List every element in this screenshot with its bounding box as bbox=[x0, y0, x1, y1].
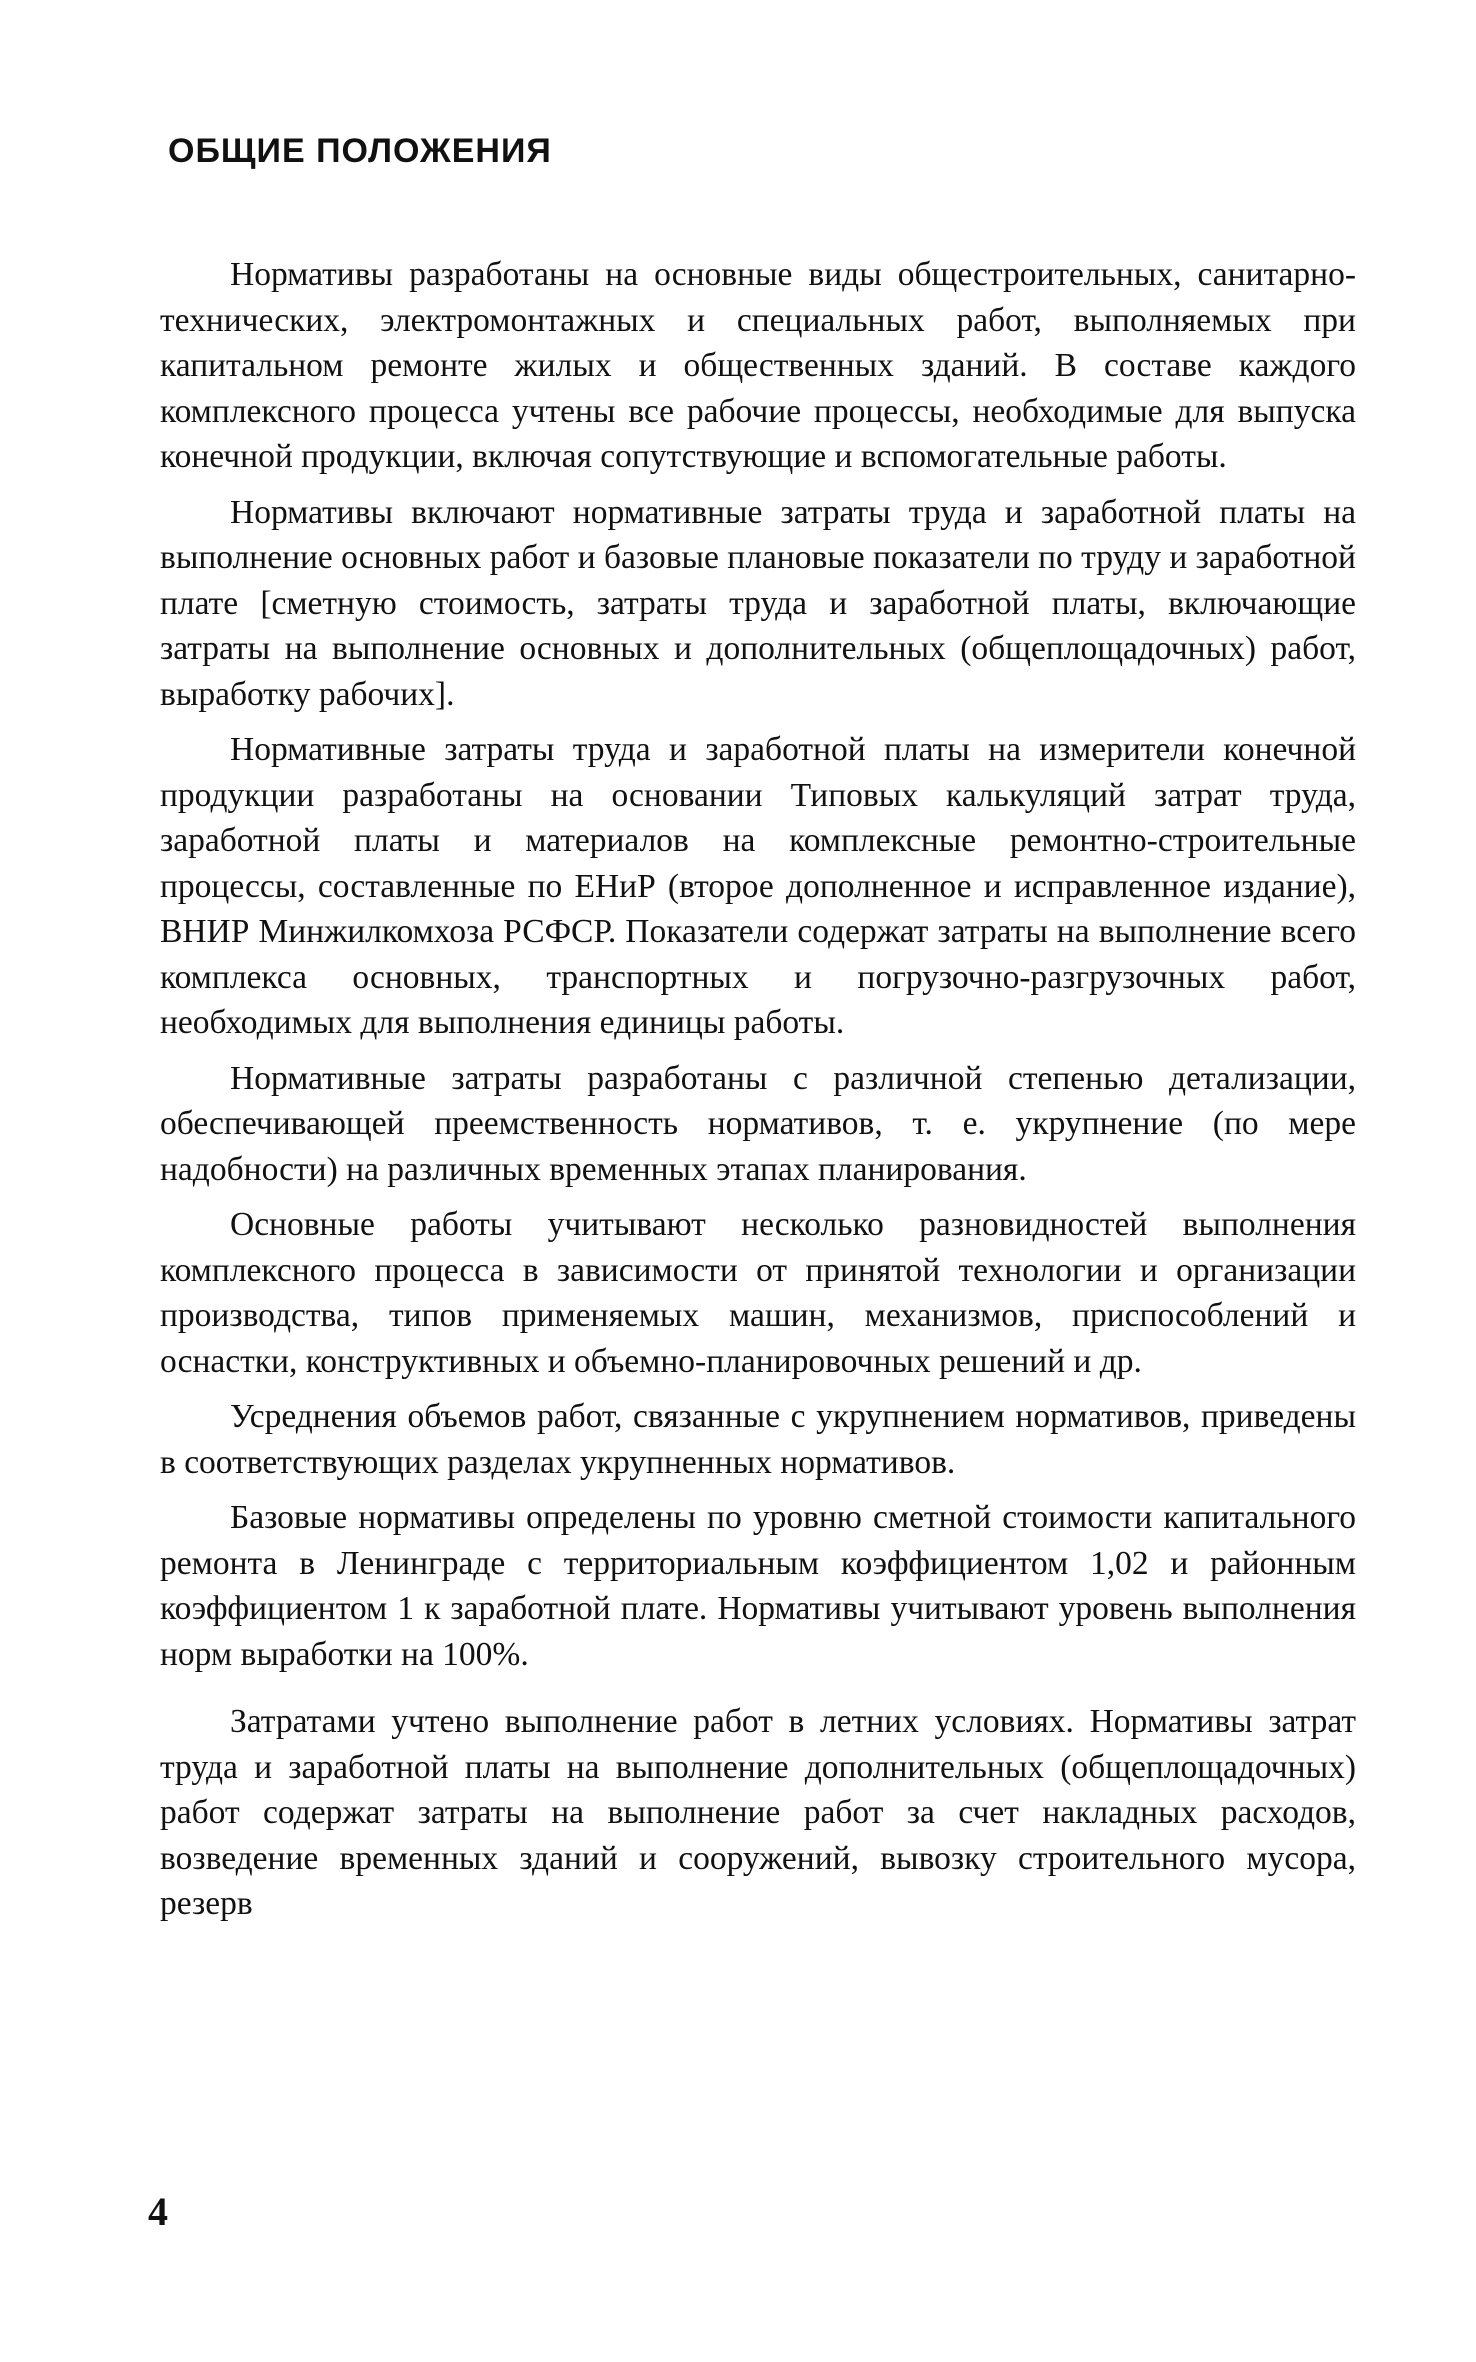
body-text bbox=[160, 252, 1356, 1937]
page-number: 4 bbox=[148, 2189, 168, 2234]
paragraph-6: Усреднения объемов работ, связанные с укрупнением нормативов, приведены в соответствующих разделах укрупненных нормативов. bbox=[160, 1398, 1356, 1481]
paragraph-5: Основные работы учитывают несколько разновидностей выполнения комплексного процесса в зависимости от принятой технологии и организации производства, типов применяемых машин, механизмов, приспособлений и оснастки, конструктивных и объемно-планировочных решений и др. bbox=[160, 1206, 1356, 1380]
paragraph-8: Затратами учтено выполнение работ в летних условиях. Нормативы затрат труда и заработной платы на выполнение дополнительных (общеплощадочных) работ содержат затраты на выполнение работ за счет накладных расходов, возведение временных зданий и сооружений, вывозку строительного мусора, резерв bbox=[160, 1703, 1356, 1922]
section-heading: ОБЩИЕ ПОЛОЖЕНИЯ bbox=[168, 132, 552, 170]
paragraph-4: Нормативные затраты разработаны с различной степенью детализации, обеспечивающей преемственность нормативов, т. е. укрупнение (по мере надобности) на различных временных этапах планирования. bbox=[160, 1059, 1356, 1188]
paragraph-1: Нормативы разработаны на основные виды общестроительных, санитарно-технических, электромонтажных и специальных работ, выполняемых при капитальном ремонте жилых и общественных зданий. В составе каждого комплексного процесса учтены все рабочие процессы, необходимые для выпуска конечной продукции, включая сопутствующие и вспомогательные работы. bbox=[160, 256, 1356, 475]
paragraph-7: Базовые нормативы определены по уровню сметной стоимости капитального ремонта в Ленинграде с территориальным коэффициентом 1,02 и районным коэффициентом 1 к заработной плате. Нормативы учитывают уровень выполнения норм выработки на 100%. bbox=[160, 1499, 1356, 1673]
paragraph-2: Нормативы включают нормативные затраты труда и заработной платы на выполнение основных работ и базовые плановые показатели по труду и заработной плате [сметную стоимость, затраты труда и заработной платы, включающие затраты на выполнение основных и дополнительных (общеплощадочных) работ, выработку рабочих]. bbox=[160, 493, 1356, 713]
paragraph-3: Нормативные затраты труда и заработной платы на измерители конечной продукции разработаны на основании Типовых калькуляций затрат труда, заработной платы и материалов на комплексные ремонтно-строительные процессы, составленные по ЕНиР (второе дополненное и исправленное издание), ВНИР Минжилкомхоза РСФСР. Показатели содержат затраты на выполнение всего комплекса основных, транспортных и погрузочно-разгрузочных работ, необходимых для выполнения единицы работы. bbox=[160, 731, 1356, 1041]
